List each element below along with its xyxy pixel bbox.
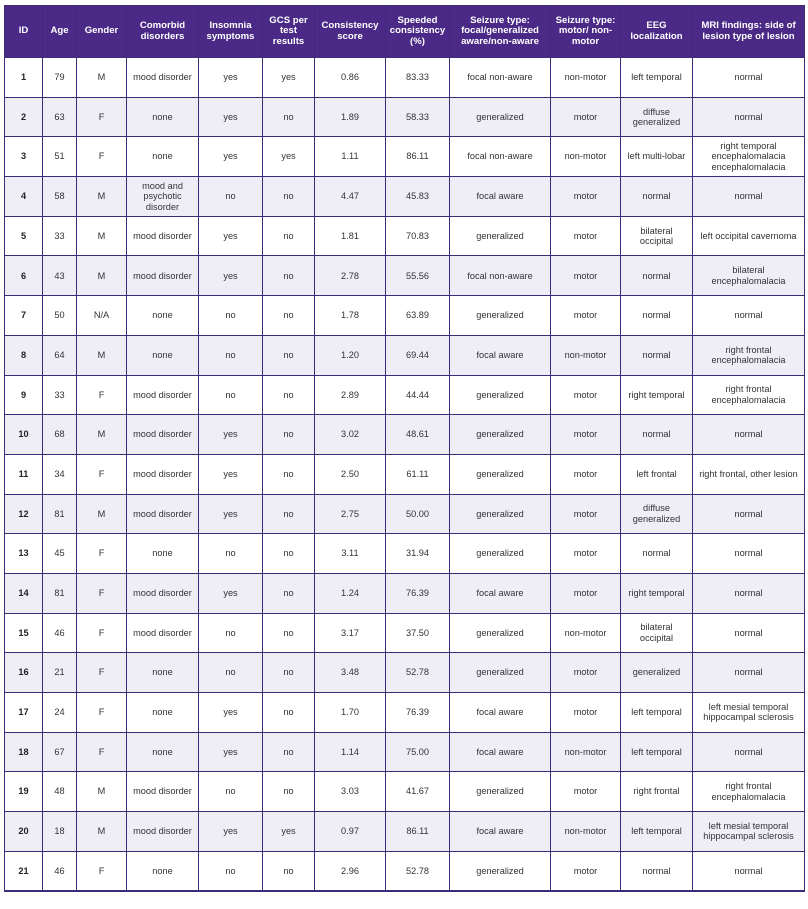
cell-seizure-type-motor: motor <box>551 296 621 336</box>
cell-mri-findings: normal <box>693 573 805 613</box>
cell-speeded-consistency: 86.11 <box>386 137 450 177</box>
cell-seizure-type-focal-generalized: generalized <box>450 216 551 256</box>
cell-comorbid-disorders: mood disorder <box>127 494 199 534</box>
cell-insomnia-symptoms: no <box>199 772 263 812</box>
cell-consistency-score: 3.11 <box>315 534 386 574</box>
cell-gcs-per-test-results: no <box>263 613 315 653</box>
cell-seizure-type-motor: motor <box>551 772 621 812</box>
cell-id: 9 <box>5 375 43 415</box>
cell-speeded-consistency: 45.83 <box>386 177 450 217</box>
cell-age: 63 <box>43 97 77 137</box>
cell-consistency-score: 1.20 <box>315 335 386 375</box>
cell-seizure-type-motor: motor <box>551 693 621 733</box>
cell-insomnia-symptoms: yes <box>199 97 263 137</box>
table-row <box>5 653 805 693</box>
cell-speeded-consistency: 50.00 <box>386 494 450 534</box>
cell-speeded-consistency: 76.39 <box>386 693 450 733</box>
cell-gcs-per-test-results: no <box>263 375 315 415</box>
cell-consistency-score: 1.89 <box>315 97 386 137</box>
cell-seizure-type-motor: non-motor <box>551 58 621 98</box>
cell-seizure-type-focal-generalized: generalized <box>450 494 551 534</box>
cell-age: 50 <box>43 296 77 336</box>
cell-speeded-consistency: 55.56 <box>386 256 450 296</box>
cell-insomnia-symptoms: no <box>199 177 263 217</box>
table-row <box>5 58 805 98</box>
cell-eeg-localization: left temporal <box>621 693 693 733</box>
cell-eeg-localization: right temporal <box>621 375 693 415</box>
cell-gcs-per-test-results: no <box>263 653 315 693</box>
header-comorbid-disorders: Comorbid disorders <box>127 6 199 58</box>
cell-age: 46 <box>43 851 77 891</box>
cell-consistency-score: 2.96 <box>315 851 386 891</box>
cell-eeg-localization: normal <box>621 851 693 891</box>
header-consistency-score: Consistency score <box>315 6 386 58</box>
cell-gcs-per-test-results: no <box>263 415 315 455</box>
cell-insomnia-symptoms: yes <box>199 58 263 98</box>
cell-comorbid-disorders: mood disorder <box>127 375 199 415</box>
cell-age: 67 <box>43 732 77 772</box>
cell-id: 2 <box>5 97 43 137</box>
cell-mri-findings: left mesial temporal hippocampal sclerosis <box>693 812 805 852</box>
cell-id: 8 <box>5 335 43 375</box>
cell-seizure-type-focal-generalized: generalized <box>450 851 551 891</box>
cell-gender: F <box>77 732 127 772</box>
cell-gcs-per-test-results: no <box>263 454 315 494</box>
cell-mri-findings: right frontal encephalomalacia <box>693 375 805 415</box>
cell-seizure-type-motor: motor <box>551 851 621 891</box>
cell-eeg-localization: left temporal <box>621 812 693 852</box>
cell-seizure-type-motor: motor <box>551 653 621 693</box>
cell-id: 3 <box>5 137 43 177</box>
cell-eeg-localization: bilateral occipital <box>621 216 693 256</box>
table-row <box>5 573 805 613</box>
table-row <box>5 534 805 574</box>
cell-comorbid-disorders: mood disorder <box>127 216 199 256</box>
cell-speeded-consistency: 37.50 <box>386 613 450 653</box>
cell-speeded-consistency: 52.78 <box>386 851 450 891</box>
table-row <box>5 732 805 772</box>
cell-mri-findings: right frontal encephalomalacia <box>693 335 805 375</box>
cell-insomnia-symptoms: yes <box>199 732 263 772</box>
cell-comorbid-disorders: mood disorder <box>127 58 199 98</box>
cell-insomnia-symptoms: yes <box>199 693 263 733</box>
cell-eeg-localization: generalized <box>621 653 693 693</box>
cell-mri-findings: normal <box>693 97 805 137</box>
cell-age: 79 <box>43 58 77 98</box>
cell-age: 33 <box>43 216 77 256</box>
cell-seizure-type-motor: motor <box>551 375 621 415</box>
cell-id: 6 <box>5 256 43 296</box>
cell-consistency-score: 1.70 <box>315 693 386 733</box>
cell-seizure-type-focal-generalized: focal aware <box>450 693 551 733</box>
cell-eeg-localization: bilateral occipital <box>621 613 693 653</box>
cell-consistency-score: 0.97 <box>315 812 386 852</box>
table-row <box>5 256 805 296</box>
cell-seizure-type-focal-generalized: generalized <box>450 97 551 137</box>
header-insomnia-symptoms: Insomnia symptoms <box>199 6 263 58</box>
cell-comorbid-disorders: mood disorder <box>127 415 199 455</box>
cell-gcs-per-test-results: yes <box>263 812 315 852</box>
cell-gcs-per-test-results: no <box>263 573 315 613</box>
cell-mri-findings: left mesial temporal hippocampal sclerosis <box>693 693 805 733</box>
table-row <box>5 415 805 455</box>
cell-gender: F <box>77 375 127 415</box>
cell-eeg-localization: left frontal <box>621 454 693 494</box>
cell-mri-findings: left occipital cavernoma <box>693 216 805 256</box>
cell-consistency-score: 4.47 <box>315 177 386 217</box>
cell-gender: F <box>77 653 127 693</box>
header-speeded-consistency: Speeded consistency (%) <box>386 6 450 58</box>
cell-seizure-type-focal-generalized: generalized <box>450 772 551 812</box>
cell-gender: N/A <box>77 296 127 336</box>
cell-seizure-type-motor: motor <box>551 216 621 256</box>
cell-eeg-localization: right frontal <box>621 772 693 812</box>
cell-insomnia-symptoms: no <box>199 375 263 415</box>
cell-insomnia-symptoms: no <box>199 296 263 336</box>
cell-gender: M <box>77 58 127 98</box>
table-row <box>5 216 805 256</box>
cell-comorbid-disorders: mood and psychotic disorder <box>127 177 199 217</box>
cell-insomnia-symptoms: yes <box>199 216 263 256</box>
cell-speeded-consistency: 44.44 <box>386 375 450 415</box>
cell-id: 13 <box>5 534 43 574</box>
cell-seizure-type-motor: non-motor <box>551 613 621 653</box>
cell-speeded-consistency: 63.89 <box>386 296 450 336</box>
cell-seizure-type-motor: motor <box>551 97 621 137</box>
cell-seizure-type-motor: motor <box>551 177 621 217</box>
cell-comorbid-disorders: none <box>127 653 199 693</box>
cell-insomnia-symptoms: yes <box>199 494 263 534</box>
cell-age: 24 <box>43 693 77 733</box>
cell-comorbid-disorders: none <box>127 296 199 336</box>
cell-gender: F <box>77 454 127 494</box>
cell-mri-findings: right frontal encephalomalacia <box>693 772 805 812</box>
cell-seizure-type-motor: motor <box>551 573 621 613</box>
cell-age: 21 <box>43 653 77 693</box>
cell-seizure-type-focal-generalized: focal aware <box>450 812 551 852</box>
cell-seizure-type-motor: motor <box>551 494 621 534</box>
cell-seizure-type-focal-generalized: focal non-aware <box>450 137 551 177</box>
cell-seizure-type-focal-generalized: generalized <box>450 534 551 574</box>
cell-eeg-localization: normal <box>621 296 693 336</box>
cell-mri-findings: normal <box>693 58 805 98</box>
cell-gcs-per-test-results: no <box>263 494 315 534</box>
cell-seizure-type-focal-generalized: generalized <box>450 653 551 693</box>
cell-gender: M <box>77 494 127 534</box>
cell-gender: M <box>77 415 127 455</box>
cell-gcs-per-test-results: yes <box>263 137 315 177</box>
cell-mri-findings: normal <box>693 534 805 574</box>
cell-insomnia-symptoms: yes <box>199 415 263 455</box>
cell-gender: M <box>77 335 127 375</box>
cell-seizure-type-focal-generalized: generalized <box>450 613 551 653</box>
cell-insomnia-symptoms: no <box>199 335 263 375</box>
cell-speeded-consistency: 69.44 <box>386 335 450 375</box>
cell-consistency-score: 2.50 <box>315 454 386 494</box>
cell-consistency-score: 0.86 <box>315 58 386 98</box>
cell-id: 21 <box>5 851 43 891</box>
cell-age: 33 <box>43 375 77 415</box>
table-row <box>5 851 805 891</box>
cell-eeg-localization: normal <box>621 177 693 217</box>
cell-consistency-score: 1.81 <box>315 216 386 256</box>
cell-gcs-per-test-results: no <box>263 772 315 812</box>
cell-comorbid-disorders: none <box>127 137 199 177</box>
header-age: Age <box>43 6 77 58</box>
cell-seizure-type-focal-generalized: focal non-aware <box>450 58 551 98</box>
cell-gender: M <box>77 216 127 256</box>
cell-eeg-localization: left multi-lobar <box>621 137 693 177</box>
cell-seizure-type-motor: motor <box>551 454 621 494</box>
cell-mri-findings: normal <box>693 296 805 336</box>
cell-age: 81 <box>43 494 77 534</box>
cell-comorbid-disorders: none <box>127 534 199 574</box>
cell-gender: M <box>77 772 127 812</box>
cell-seizure-type-focal-generalized: generalized <box>450 296 551 336</box>
cell-seizure-type-focal-generalized: generalized <box>450 375 551 415</box>
cell-consistency-score: 3.48 <box>315 653 386 693</box>
cell-gcs-per-test-results: no <box>263 851 315 891</box>
cell-id: 17 <box>5 693 43 733</box>
cell-insomnia-symptoms: yes <box>199 812 263 852</box>
cell-age: 58 <box>43 177 77 217</box>
cell-id: 10 <box>5 415 43 455</box>
cell-mri-findings: normal <box>693 415 805 455</box>
cell-eeg-localization: diffuse generalized <box>621 494 693 534</box>
cell-gcs-per-test-results: no <box>263 97 315 137</box>
cell-insomnia-symptoms: yes <box>199 137 263 177</box>
cell-comorbid-disorders: none <box>127 335 199 375</box>
cell-seizure-type-motor: motor <box>551 534 621 574</box>
cell-insomnia-symptoms: no <box>199 653 263 693</box>
cell-seizure-type-motor: non-motor <box>551 812 621 852</box>
cell-age: 81 <box>43 573 77 613</box>
cell-id: 4 <box>5 177 43 217</box>
cell-eeg-localization: normal <box>621 534 693 574</box>
cell-eeg-localization: normal <box>621 335 693 375</box>
cell-consistency-score: 1.24 <box>315 573 386 613</box>
table-body <box>5 58 805 892</box>
cell-gender: F <box>77 613 127 653</box>
cell-comorbid-disorders: mood disorder <box>127 772 199 812</box>
cell-id: 5 <box>5 216 43 256</box>
cell-mri-findings: normal <box>693 613 805 653</box>
header-seizure-type-motor: Seizure type: motor/ non-motor <box>551 6 621 58</box>
cell-speeded-consistency: 61.11 <box>386 454 450 494</box>
cell-age: 51 <box>43 137 77 177</box>
table-header <box>5 6 805 58</box>
header-seizure-type-focal-generalized: Seizure type: focal/generalized aware/non-aware <box>450 6 551 58</box>
cell-comorbid-disorders: mood disorder <box>127 454 199 494</box>
cell-seizure-type-motor: non-motor <box>551 335 621 375</box>
table-row <box>5 812 805 852</box>
header-id: ID <box>5 6 43 58</box>
cell-speeded-consistency: 48.61 <box>386 415 450 455</box>
cell-seizure-type-focal-generalized: focal non-aware <box>450 256 551 296</box>
cell-seizure-type-focal-generalized: focal aware <box>450 573 551 613</box>
cell-insomnia-symptoms: no <box>199 534 263 574</box>
table-row <box>5 454 805 494</box>
cell-consistency-score: 1.78 <box>315 296 386 336</box>
table-row <box>5 613 805 653</box>
cell-id: 16 <box>5 653 43 693</box>
table-row <box>5 693 805 733</box>
cell-gender: M <box>77 812 127 852</box>
cell-age: 46 <box>43 613 77 653</box>
cell-speeded-consistency: 75.00 <box>386 732 450 772</box>
cell-seizure-type-focal-generalized: focal aware <box>450 177 551 217</box>
cell-eeg-localization: right temporal <box>621 573 693 613</box>
header-mri-findings: MRI findings: side of lesion type of lesion <box>693 6 805 58</box>
cell-comorbid-disorders: none <box>127 732 199 772</box>
cell-consistency-score: 3.17 <box>315 613 386 653</box>
cell-speeded-consistency: 70.83 <box>386 216 450 256</box>
cell-speeded-consistency: 76.39 <box>386 573 450 613</box>
cell-speeded-consistency: 86.11 <box>386 812 450 852</box>
cell-comorbid-disorders: none <box>127 851 199 891</box>
cell-consistency-score: 1.11 <box>315 137 386 177</box>
cell-id: 11 <box>5 454 43 494</box>
cell-id: 14 <box>5 573 43 613</box>
cell-gcs-per-test-results: no <box>263 534 315 574</box>
cell-id: 7 <box>5 296 43 336</box>
table-row <box>5 772 805 812</box>
cell-comorbid-disorders: mood disorder <box>127 256 199 296</box>
table-row <box>5 375 805 415</box>
cell-eeg-localization: left temporal <box>621 58 693 98</box>
cell-insomnia-symptoms: yes <box>199 256 263 296</box>
cell-age: 43 <box>43 256 77 296</box>
cell-age: 48 <box>43 772 77 812</box>
cell-id: 19 <box>5 772 43 812</box>
cell-insomnia-symptoms: yes <box>199 573 263 613</box>
cell-speeded-consistency: 58.33 <box>386 97 450 137</box>
cell-seizure-type-focal-generalized: generalized <box>450 454 551 494</box>
cell-mri-findings: normal <box>693 653 805 693</box>
cell-gender: F <box>77 851 127 891</box>
cell-seizure-type-motor: motor <box>551 256 621 296</box>
cell-mri-findings: normal <box>693 494 805 534</box>
cell-comorbid-disorders: mood disorder <box>127 573 199 613</box>
header-gcs-per-test-results: GCS per test results <box>263 6 315 58</box>
cell-gender: F <box>77 97 127 137</box>
cell-gender: M <box>77 256 127 296</box>
cell-speeded-consistency: 31.94 <box>386 534 450 574</box>
cell-gcs-per-test-results: no <box>263 296 315 336</box>
cell-age: 34 <box>43 454 77 494</box>
cell-mri-findings: right frontal, other lesion <box>693 454 805 494</box>
cell-insomnia-symptoms: yes <box>199 454 263 494</box>
table-row <box>5 335 805 375</box>
cell-gcs-per-test-results: no <box>263 732 315 772</box>
cell-consistency-score: 2.78 <box>315 256 386 296</box>
cell-consistency-score: 3.03 <box>315 772 386 812</box>
cell-comorbid-disorders: mood disorder <box>127 613 199 653</box>
header-eeg-localization: EEG localization <box>621 6 693 58</box>
cell-consistency-score: 3.02 <box>315 415 386 455</box>
cell-seizure-type-motor: non-motor <box>551 732 621 772</box>
cell-mri-findings: right temporal encephalomalacia encephalomalacia <box>693 137 805 177</box>
cell-eeg-localization: diffuse generalized <box>621 97 693 137</box>
cell-age: 18 <box>43 812 77 852</box>
cell-gcs-per-test-results: no <box>263 216 315 256</box>
header-row <box>5 6 805 58</box>
cell-id: 18 <box>5 732 43 772</box>
cell-gcs-per-test-results: no <box>263 256 315 296</box>
cell-gender: F <box>77 534 127 574</box>
cell-age: 68 <box>43 415 77 455</box>
cell-age: 64 <box>43 335 77 375</box>
table-row <box>5 296 805 336</box>
cell-seizure-type-focal-generalized: focal aware <box>450 732 551 772</box>
cell-speeded-consistency: 41.67 <box>386 772 450 812</box>
cell-insomnia-symptoms: no <box>199 613 263 653</box>
table-row <box>5 97 805 137</box>
table-row <box>5 137 805 177</box>
cell-eeg-localization: left temporal <box>621 732 693 772</box>
cell-consistency-score: 2.89 <box>315 375 386 415</box>
cell-id: 20 <box>5 812 43 852</box>
cell-comorbid-disorders: none <box>127 97 199 137</box>
cell-insomnia-symptoms: no <box>199 851 263 891</box>
cell-gcs-per-test-results: yes <box>263 58 315 98</box>
cell-gcs-per-test-results: no <box>263 177 315 217</box>
cell-seizure-type-motor: motor <box>551 415 621 455</box>
cell-comorbid-disorders: mood disorder <box>127 812 199 852</box>
cell-speeded-consistency: 83.33 <box>386 58 450 98</box>
cell-id: 12 <box>5 494 43 534</box>
table-row <box>5 177 805 217</box>
cell-gender: F <box>77 693 127 733</box>
cell-eeg-localization: normal <box>621 415 693 455</box>
cell-gcs-per-test-results: no <box>263 693 315 733</box>
cell-gender: M <box>77 177 127 217</box>
cell-mri-findings: bilateral encephalomalacia <box>693 256 805 296</box>
cell-id: 15 <box>5 613 43 653</box>
cell-mri-findings: normal <box>693 732 805 772</box>
cell-gcs-per-test-results: no <box>263 335 315 375</box>
cell-mri-findings: normal <box>693 851 805 891</box>
cell-consistency-score: 2.75 <box>315 494 386 534</box>
cell-seizure-type-focal-generalized: generalized <box>450 415 551 455</box>
cell-gender: F <box>77 137 127 177</box>
cell-age: 45 <box>43 534 77 574</box>
cell-speeded-consistency: 52.78 <box>386 653 450 693</box>
cell-mri-findings: normal <box>693 177 805 217</box>
cell-seizure-type-motor: non-motor <box>551 137 621 177</box>
cell-consistency-score: 1.14 <box>315 732 386 772</box>
cell-gender: F <box>77 573 127 613</box>
patient-data-table <box>4 5 805 892</box>
cell-eeg-localization: normal <box>621 256 693 296</box>
cell-seizure-type-focal-generalized: focal aware <box>450 335 551 375</box>
header-gender: Gender <box>77 6 127 58</box>
cell-comorbid-disorders: none <box>127 693 199 733</box>
table-row <box>5 494 805 534</box>
cell-id: 1 <box>5 58 43 98</box>
patient-data-table-wrapper <box>4 5 804 892</box>
